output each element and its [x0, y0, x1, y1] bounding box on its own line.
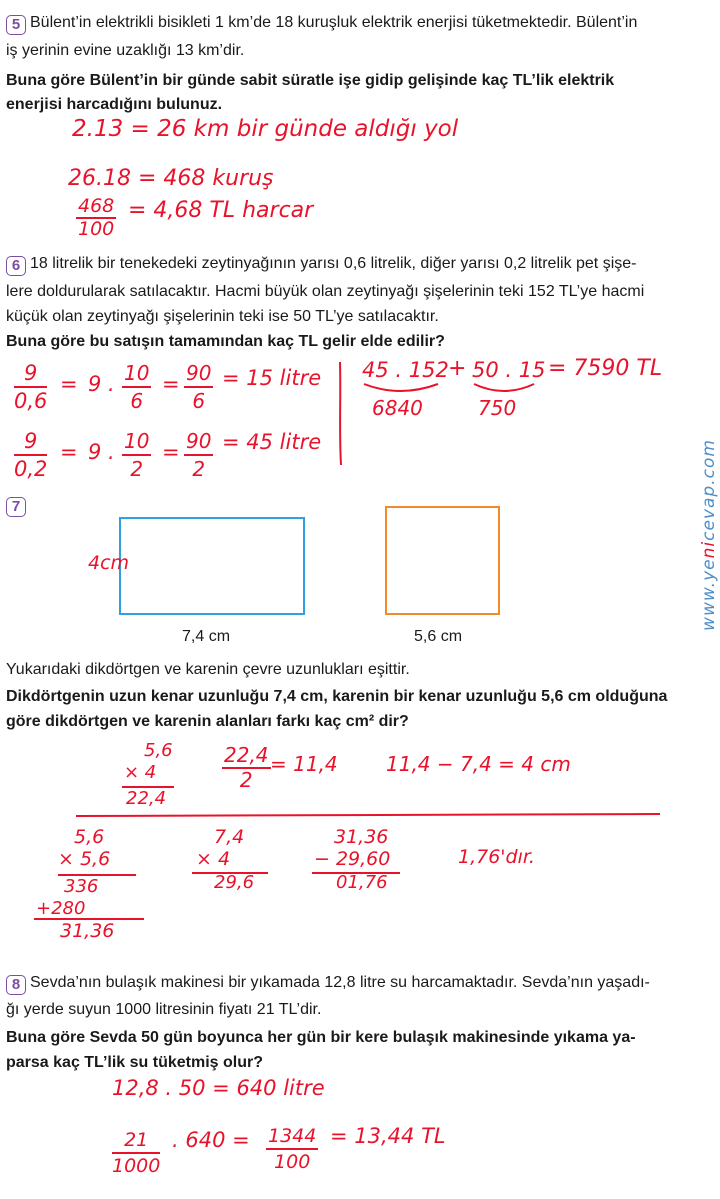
q8-question-line2: parsa kaç TL’lik su tüketmiş olur?: [6, 1054, 263, 1071]
q5-question-line1: Buna göre Bülent’in bir günde sabit süratle işe gidip gelişinde kaç TL’lik elektrik: [6, 72, 615, 89]
q6-hw-c1: 45 . 152: [362, 358, 449, 382]
q6-hw-b-fraction: $\frac{9}{0,2}$: [14, 429, 48, 481]
q6-hw-c2-brace: [472, 382, 538, 396]
q6-hw-c2: 50 . 15: [472, 358, 546, 382]
q5-hw-result: = 4,68 TL harcar: [128, 198, 314, 223]
q7-hw-separator: [74, 808, 664, 822]
q5-text-line1: 5 Bülent’in elektrikli bisikleti 1 km’de 18 kuruşluk elektrik enerjisi tüketmektedir. Bülent’in: [6, 12, 718, 35]
q8-hw-line1: 12,8 . 50 = 640 litre: [112, 1076, 325, 1100]
q5-text-line2: iş yerinin evine uzaklığı 13 km’dir.: [6, 42, 245, 59]
rectangle-figure: [119, 517, 305, 615]
q7-hw-m2-d: +280: [36, 898, 86, 919]
q8-hw-fraction2: $\frac{1344}{100}$: [268, 1125, 317, 1173]
q7-hw-division: $\frac{22,4}{2}$: [224, 743, 269, 792]
q6-hw-total: = 7590 TL: [548, 356, 663, 381]
q7-hw-m3-b: × 4: [196, 848, 231, 870]
q7-question-line1: Dikdörtgenin uzun kenar uzunluğu 7,4 cm, karenin bir kenar uzunluğu 5,6 cm olduğuna: [6, 688, 668, 705]
q7-hw-subtraction: 11,4 − 7,4 = 4 cm: [386, 752, 571, 776]
q6-number-badge: 6: [6, 256, 26, 276]
q7-hw-s-a: 31,36: [334, 826, 389, 848]
q6-question-line1: Buna göre bu satışın tamamından kaç TL gelir elde edilir?: [6, 333, 445, 350]
q6-hw-a-result: = 15 litre: [222, 366, 322, 390]
q6-hw-b-mul-fraction: $\frac{10}{2}$: [124, 429, 150, 481]
q8-number-badge: 8: [6, 975, 26, 995]
q8-hw-mul: . 640 =: [172, 1128, 250, 1152]
q6-hw-divider: [336, 360, 346, 468]
rectangle-length-label: 7,4 cm: [182, 628, 231, 645]
q7-number-badge: 7: [6, 497, 26, 517]
q6-hw-a-fraction: $\frac{9}{0,6}$: [14, 361, 48, 413]
q6-hw-a-mul: 9 .: [88, 372, 115, 396]
q8-question-line1: Buna göre Sevda 50 gün boyunca her gün bir kere bulaşık makinesinde yıkama ya-: [6, 1029, 636, 1046]
q6-hw-b-result: = 45 litre: [222, 430, 322, 454]
square-figure: [385, 506, 500, 615]
q5-number-badge: 5: [6, 15, 26, 35]
q6-hw-a-res-fraction: $\frac{90}{6}$: [186, 361, 212, 413]
q7-hw-side: 4cm: [88, 552, 130, 574]
q7-hw-division-result: = 11,4: [270, 752, 338, 776]
q7-hw-m1-a: 5,6: [144, 740, 173, 761]
q5-hw-distance: 2.13 = 26 km bir günde aldığı yol: [72, 116, 459, 142]
q7-hw-m3-a: 7,4: [214, 826, 245, 848]
q5-question-line2: enerjisi harcadığını bulunuz.: [6, 96, 223, 113]
q7-hw-m2-c: 336: [64, 876, 99, 897]
q6-text-line1: 6 18 litrelik bir tenekedeki zeytinyağının yarısı 0,6 litrelik, diğer yarısı 0,2 litrelik pet şişe-: [6, 253, 718, 276]
q6-hw-b-mul: 9 .: [88, 440, 115, 464]
q7-hw-m3-r: 29,6: [214, 872, 255, 893]
q7-hw-s-r: 01,76: [336, 872, 388, 893]
q6-text-line2: lere doldurularak satılacaktır. Hacmi büyük olan zeytinyağı şişelerinin teki 152 TL’ye hacmi: [6, 283, 645, 300]
q8-hw-result: = 13,44 TL: [330, 1124, 446, 1148]
q8-text-line1: 8 Sevda’nın bulaşık makinesi bir yıkamada 12,8 litre su harcamaktadır. Sevda’nın yaşadı-: [6, 972, 718, 995]
q7-text-line1: Yukarıdaki dikdörtgen ve karenin çevre uzunlukları eşittir.: [6, 661, 410, 678]
square-side-label: 5,6 cm: [414, 628, 463, 645]
q7-hw-s-b: − 29,60: [314, 848, 391, 870]
q7-number-row: [6, 494, 30, 517]
q6-hw-c1-under: 6840: [372, 396, 423, 420]
q7-hw-m1-b: × 4: [124, 762, 157, 783]
q7-hw-m2-b: × 5,6: [58, 848, 111, 870]
q7-question-line2: göre dikdörtgen ve karenin alanları farkı kaç cm² dir?: [6, 713, 409, 730]
q5-hw-fraction: $\frac{468}{100}$: [78, 195, 115, 240]
q5-hw-cost-kurus: 26.18 = 468 kuruş: [68, 166, 274, 191]
q6-text-line3: küçük olan zeytinyağı şişelerinin teki ise 50 TL’ye satılacaktır.: [6, 308, 439, 325]
watermark: www.yenicevap.com: [699, 439, 719, 631]
q7-hw-m2-r: 31,36: [60, 920, 115, 942]
q6-hw-c2-under: 750: [478, 396, 517, 420]
q7-hw-answer: 1,76'dır.: [458, 846, 535, 868]
q6-hw-b-res-fraction: $\frac{90}{2}$: [186, 429, 212, 481]
q6-hw-c1-brace: [362, 382, 442, 396]
q7-hw-m2-a: 5,6: [74, 826, 105, 848]
q6-hw-plus: +: [448, 356, 467, 381]
q8-hw-fraction1: $\frac{21}{1000}$: [112, 1129, 161, 1177]
q7-hw-m1-r: 22,4: [126, 788, 167, 809]
q8-text-line2: ğı yerde suyun 1000 litresinin fiyatı 21 TL’dir.: [6, 1001, 322, 1018]
q6-hw-a-mul-fraction: $\frac{10}{6}$: [124, 361, 150, 413]
